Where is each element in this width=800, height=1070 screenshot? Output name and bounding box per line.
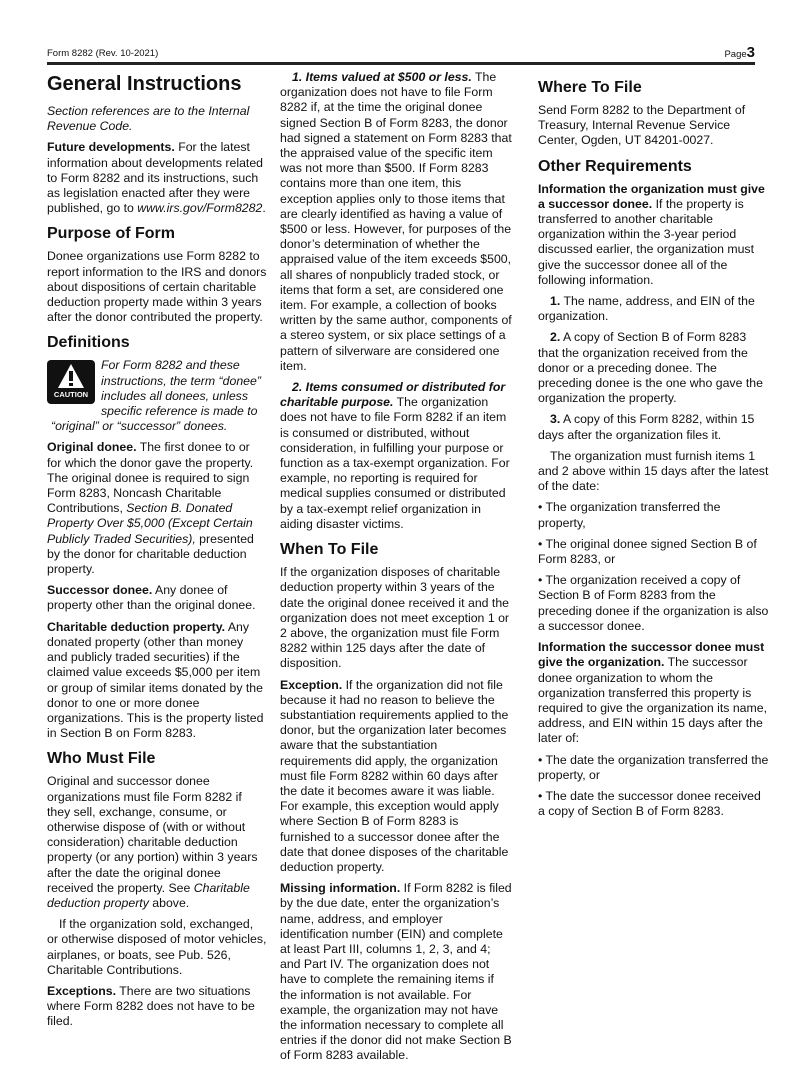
text: If the organization disposes of charitable deduction property within 3 years of the date the original donee received it and the organization does not meet exception 1 or 2 above, the organization must file Form 8282 within 125 days after the date of disposition. bbox=[280, 565, 510, 671]
page-indicator bbox=[724, 44, 755, 61]
caution-icon bbox=[47, 360, 95, 404]
run-in-heading: Information the organization must give a successor donee. bbox=[538, 181, 765, 211]
italic-text: Section B. Donated Property Over $5,000 (Except Certain Publicly Traded Securities), bbox=[47, 501, 253, 546]
text: The organization does not have to file Form 8282 if, at the time the original donee signed Section B of Form 8283, the donor had signed a statement on Form 8283 that the appraised value of the specific item was not more than $500. If Form 8283 contains more than one item, this exception applies only to those items that are clearly identified as having a value of $500 or less. However, for purposes of the donor’s determination of whether the appraised value of the item exceeds $500, all shares of nonpublicly traded stock, or items that form a set, are considered one item. For example, a collection of books written by the same author, components of a stereo system, or six place settings of a pattern of silverware are considered one item. bbox=[280, 70, 512, 373]
text: • The original donee signed Section B of Form 8283, or bbox=[538, 536, 757, 567]
text: For the latest information about developments related to Form 8282 and its instructions, such as legislation enacted after they were published, go to bbox=[47, 140, 264, 216]
caution-text-tail: “original” or “successor” donees. bbox=[51, 419, 228, 434]
column-2 bbox=[280, 70, 512, 1070]
run-in-heading: 1. Items valued at $500 or less. bbox=[292, 70, 472, 84]
paragraph bbox=[47, 249, 267, 325]
run-in-heading: Charitable deduction property. bbox=[47, 619, 226, 634]
text: A copy of Section B of Form 8283 that the organization received from the donor or a preceding donee. The preceding donee is the one who gave the organization the property. bbox=[538, 330, 763, 406]
italic-text[interactable]: www.irs.gov/Form8282 bbox=[137, 201, 263, 216]
run-in-heading: 3. bbox=[550, 412, 561, 427]
section-heading-purpose-of-form bbox=[47, 224, 267, 243]
paragraph bbox=[280, 565, 512, 671]
caution-label: CAUTION bbox=[53, 390, 89, 400]
paragraph bbox=[47, 774, 267, 911]
caution-row bbox=[47, 358, 267, 419]
text: Who Must File bbox=[47, 750, 156, 768]
paragraph bbox=[538, 500, 770, 530]
text: The successor donee organization to whom the organization transferred this property is required to give the organization its name, address, and EIN within 15 days after the later of: bbox=[538, 655, 767, 746]
paragraph bbox=[47, 104, 267, 134]
paragraph bbox=[538, 294, 770, 324]
text: Any donee of property other than the original donee. bbox=[47, 583, 256, 613]
text: . bbox=[262, 201, 266, 216]
text: Definitions bbox=[47, 334, 130, 352]
italic-text: Section references are to the Internal Revenue Code. bbox=[47, 104, 250, 134]
text: Send Form 8282 to the Department of Treasury, Internal Revenue Service Center, Ogden, UT 84201-0027. bbox=[538, 103, 746, 148]
paragraph bbox=[47, 140, 267, 216]
paragraph bbox=[47, 917, 267, 978]
caution-text: For Form 8282 and these instructions, the term “donee” includes all donees, unless specific reference is made to bbox=[101, 358, 261, 419]
column-1 bbox=[47, 70, 267, 1036]
section-heading-definitions bbox=[47, 333, 267, 352]
paragraph bbox=[538, 573, 770, 634]
run-in-heading: Original donee. bbox=[47, 440, 137, 455]
text: Purpose of Form bbox=[47, 225, 176, 243]
text: Donee organizations use Form 8282 to report information to the IRS and donors about dispositions of certain charitable deduction property made within 3 years after the donor contributed the property. bbox=[47, 249, 267, 325]
text: • The date the successor donee received a copy of Section B of Form 8283. bbox=[538, 788, 761, 819]
run-in-heading: Exception. bbox=[280, 677, 343, 692]
italic-text: Charitable deduction property bbox=[47, 880, 250, 910]
run-in-heading: 2. Items consumed or distributed for charitable purpose. bbox=[280, 380, 506, 410]
text: General Instructions bbox=[47, 73, 242, 95]
paragraph bbox=[538, 182, 770, 288]
column-3 bbox=[538, 70, 770, 825]
text: If the organization did not file because it had no reason to believe the substantiation requirements applied to the donor, but the organization later becomes aware that the substantiation requirements did apply, the organization must file Form 8282 within 60 days after the date it becomes aware it was liable. For example, this exception would apply where Section B of Form 8283 is furnished to a successor donee after the date that donee disposes of the charitable deduction property. bbox=[280, 677, 509, 874]
paragraph bbox=[538, 640, 770, 746]
text: presented by the donor for charitable deduction property. bbox=[47, 531, 254, 577]
paragraph bbox=[280, 380, 512, 532]
text: • The organization transferred the property, bbox=[538, 500, 721, 530]
text: Any donated property (other than money and publicly traded securities) if the claimed value exceeds $5,000 per item or group of similar items donated by the donor to one or more donee organizations. This is the property listed in Section B on Form 8283. bbox=[47, 619, 264, 741]
paragraph bbox=[280, 881, 512, 1063]
text: Where To File bbox=[538, 79, 642, 96]
run-in-heading: Information the successor donee must give the organization. bbox=[538, 640, 765, 670]
text: Original and successor donee organizations must file Form 8282 if they sell, exchange, consume, or otherwise dispose of (with or without consideration) charitable deduction property (or any portion) within 3 years after the date the original donee received the property. See bbox=[47, 774, 258, 895]
text: The organization must furnish items 1 and 2 above within 15 days after the latest of the date: bbox=[538, 448, 769, 494]
text: The first donee to or for which the donor gave the property. The original donee is required to sign Form 8283, Noncash Charitable Contributions, bbox=[47, 440, 254, 516]
text: The name, address, and EIN of the organization. bbox=[538, 294, 755, 324]
paragraph bbox=[538, 412, 770, 442]
text: A copy of this Form 8282, within 15 days after the organization files it. bbox=[538, 412, 755, 442]
run-in-heading: 1. bbox=[550, 294, 561, 309]
section-heading-when-to-file bbox=[280, 540, 512, 559]
paragraph bbox=[47, 984, 267, 1030]
run-in-heading: 2. bbox=[550, 330, 561, 345]
paragraph bbox=[538, 537, 770, 567]
paragraph bbox=[47, 583, 267, 613]
text: If Form 8282 is filed by the due date, enter the organization’s name, address, and employer identification number (EIN) and complete at least Part III, columns 1, 2, 3, and 4; and Part IV. The organization does not have to complete the remaining items if the information is not available. For example, the organization may not have the information necessary to complete all entries if the donor did not make Section B of Form 8283 available. bbox=[280, 881, 512, 1063]
text: • The date the organization transferred the property, or bbox=[538, 752, 769, 782]
paragraph bbox=[538, 330, 770, 406]
text: The organization does not have to file Form 8282 if an item is consumed or distributed, without consideration, in fulfilling your purpose or function as a tax-exempt organization. For example, no reporting is required for medical supplies consumed or distributed by a tax-exempt relief organization in aiding disaster victims. bbox=[280, 395, 510, 531]
run-in-heading: Exceptions. bbox=[47, 983, 117, 998]
page-number: 3 bbox=[746, 44, 755, 61]
form-revision: Form 8282 (Rev. 10-2021) bbox=[47, 48, 159, 59]
text: There are two situations where Form 8282 does not have to be filed. bbox=[47, 983, 255, 1029]
caution-note bbox=[47, 358, 267, 434]
text: When To File bbox=[280, 541, 379, 559]
text: above. bbox=[148, 895, 190, 910]
paragraph bbox=[538, 789, 770, 819]
section-heading-who-must-file bbox=[47, 749, 267, 768]
text: If the organization sold, exchanged, or otherwise disposed of motor vehicles, airplanes, or boats, see Pub. 526, Charitable Contributions. bbox=[47, 917, 267, 977]
section-heading-other-requirements bbox=[538, 157, 770, 176]
paragraph bbox=[538, 753, 770, 783]
text: • The organization received a copy of Section B of Form 8283 from the preceding donee if the organization is also a successor donee. bbox=[538, 573, 769, 633]
text: If the property is transferred to another charitable organization within the 3-year period discussed earlier, the organization must give the successor donee all of the following information. bbox=[538, 196, 754, 287]
run-in-heading: Future developments. bbox=[47, 140, 175, 155]
header-rule bbox=[47, 62, 755, 65]
section-heading-general-instructions bbox=[47, 72, 267, 96]
run-in-heading: Successor donee. bbox=[47, 583, 153, 598]
paragraph bbox=[280, 70, 512, 374]
run-in-heading: Missing information. bbox=[280, 881, 401, 896]
page-label: Page bbox=[724, 49, 747, 60]
section-heading-where-to-file bbox=[538, 78, 770, 97]
paragraph bbox=[538, 103, 770, 149]
paragraph bbox=[538, 449, 770, 495]
paragraph bbox=[47, 620, 267, 742]
text: Other Requirements bbox=[538, 157, 692, 175]
paragraph bbox=[47, 440, 267, 577]
paragraph bbox=[280, 678, 512, 876]
